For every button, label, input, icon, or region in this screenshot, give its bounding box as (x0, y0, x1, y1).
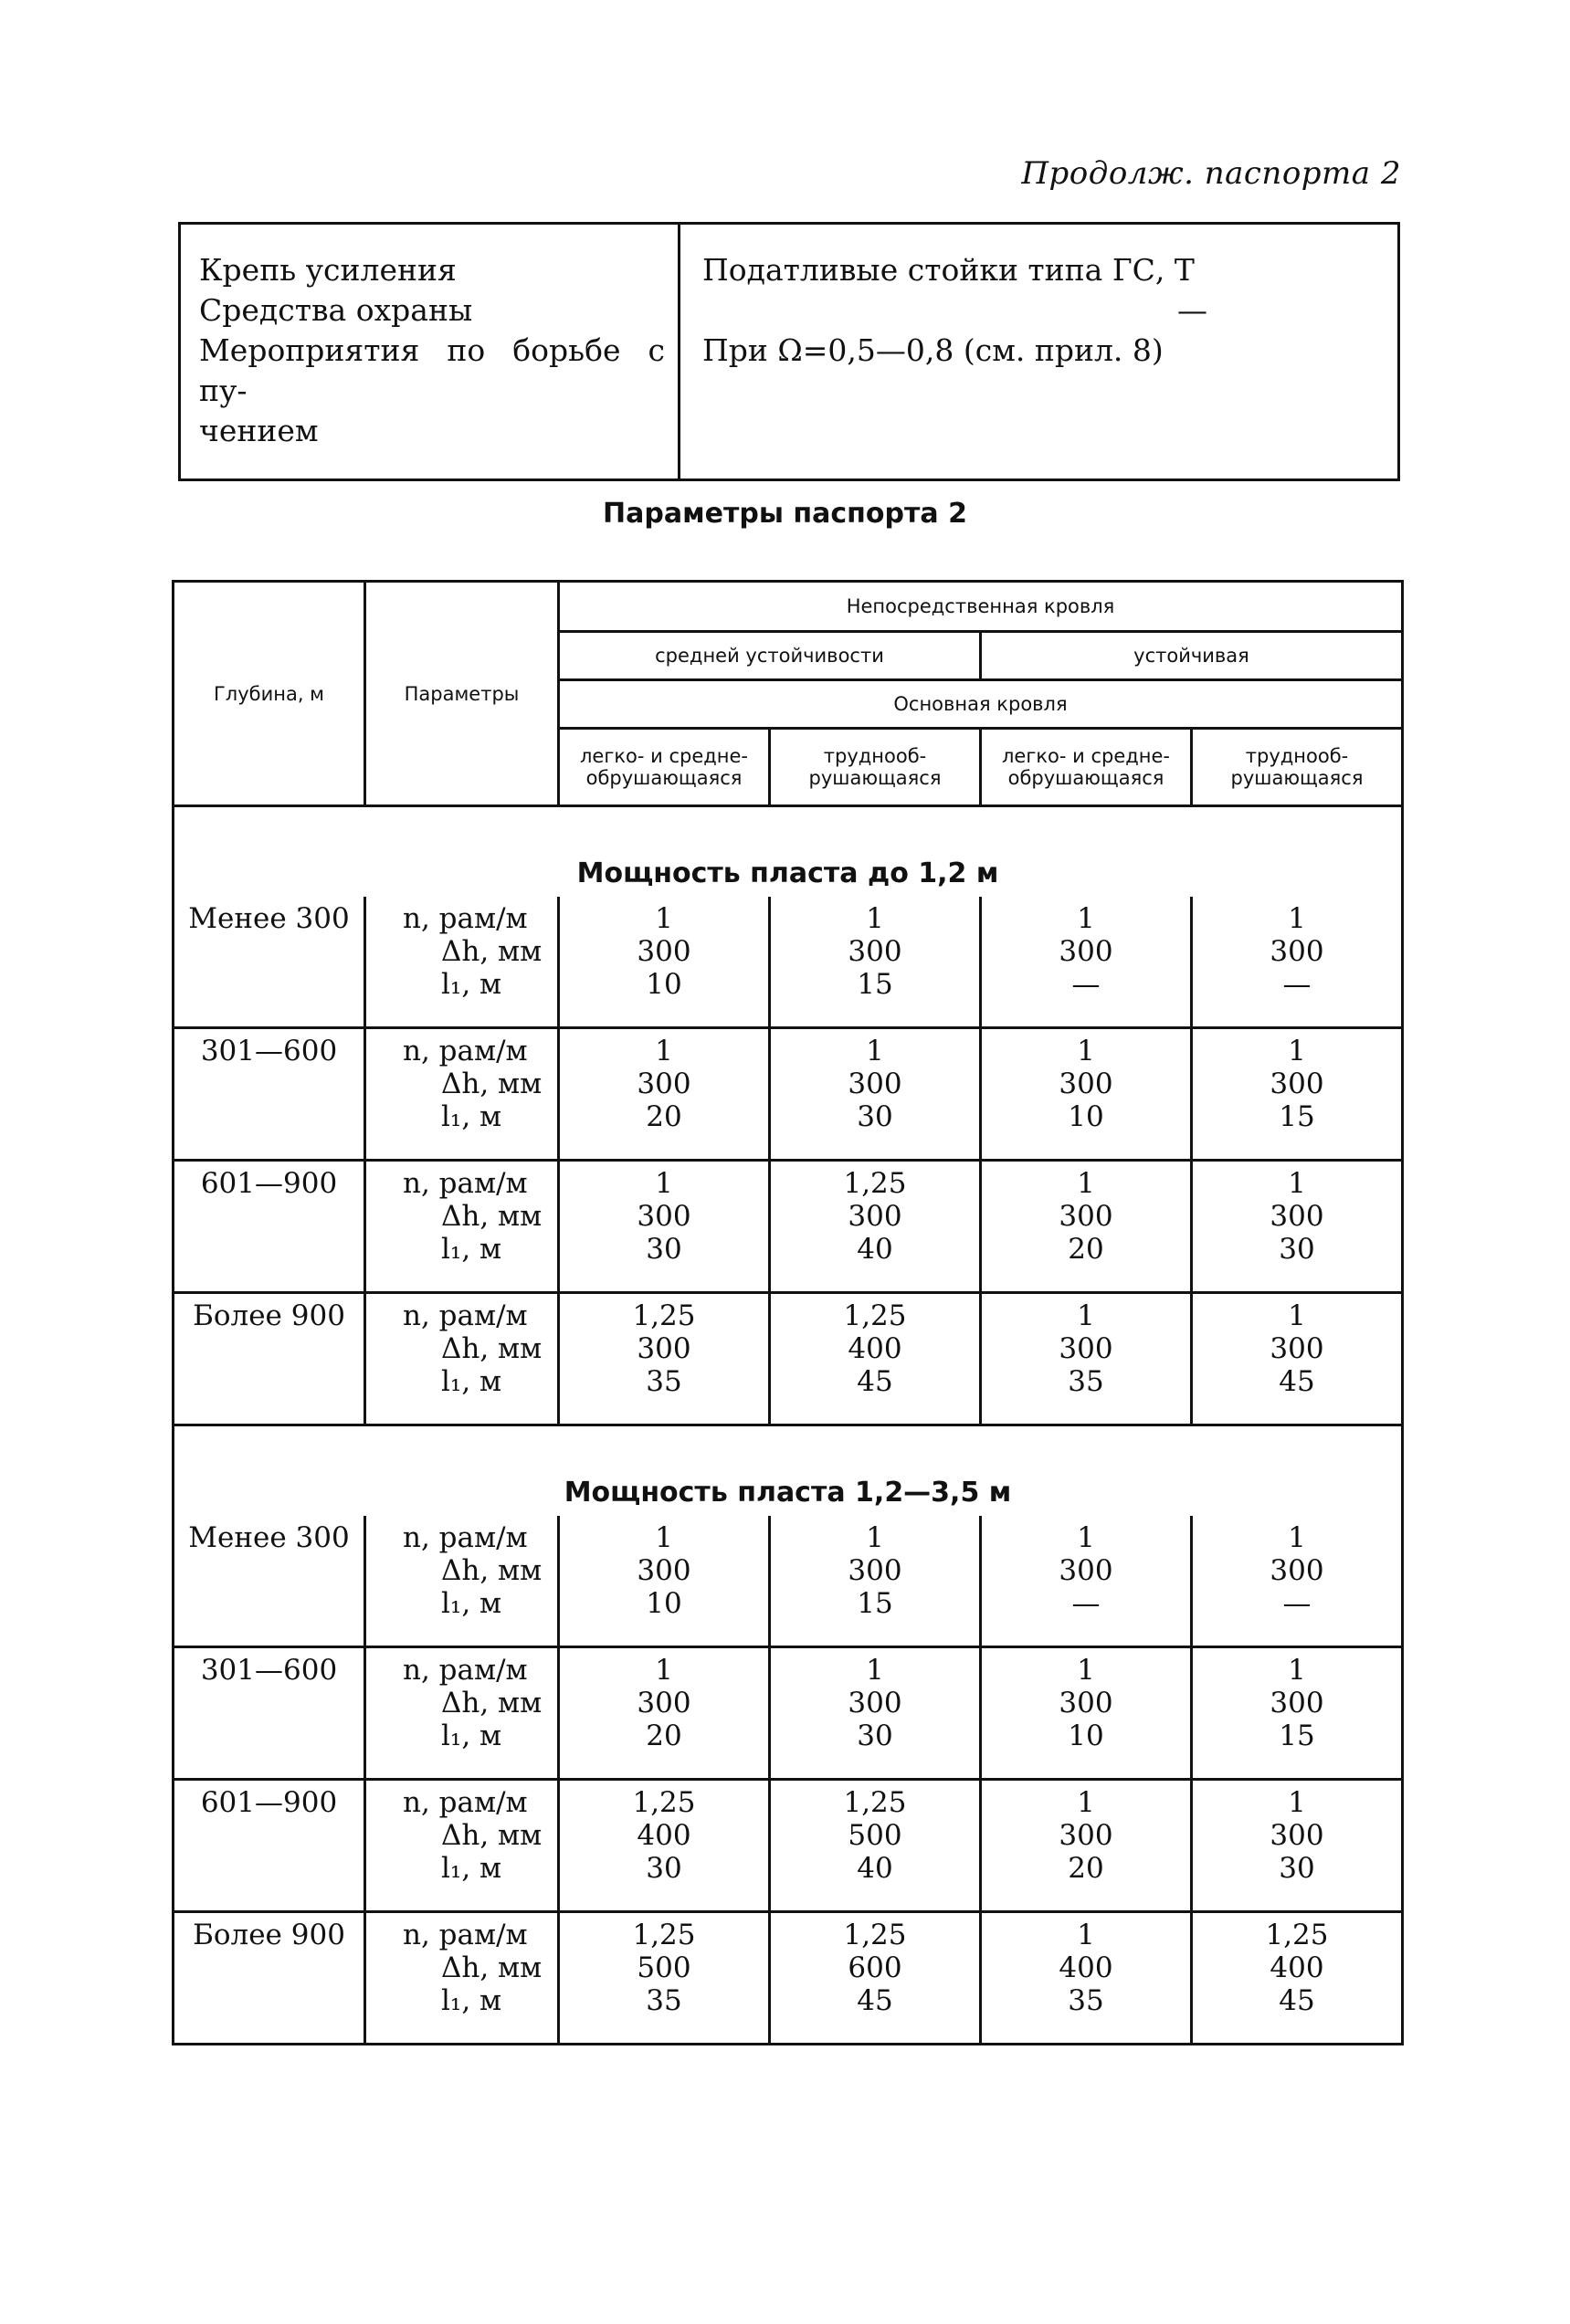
value: 15 (1279, 1100, 1315, 1133)
value: 1,25 (843, 1919, 907, 1951)
table-row (174, 1647, 1403, 1780)
value: 45 (1279, 1365, 1315, 1398)
summary-right-line: При Ω=0,5—0,8 (см. прил. 8) (702, 332, 1164, 368)
value: 15 (857, 968, 893, 1001)
value: 300 (1270, 1687, 1324, 1719)
value: 1 (1288, 902, 1306, 935)
param-label: l₁, м (441, 1233, 502, 1266)
summary-left-line: чением (199, 413, 319, 448)
value: 600 (848, 1951, 902, 1984)
value: — (1282, 1587, 1312, 1620)
value: 1 (1288, 1167, 1306, 1200)
value-cell (770, 1161, 981, 1293)
value: 300 (848, 1200, 902, 1233)
value-cell (770, 1516, 981, 1647)
value: 35 (1068, 1365, 1104, 1398)
value-cell (559, 897, 770, 1028)
value-cell (559, 1028, 770, 1161)
value: 1 (1077, 902, 1095, 935)
value: 1,25 (843, 1167, 907, 1200)
header-sub: легко- и средне-обрушающаяся (559, 729, 770, 806)
table-row (174, 1028, 1403, 1161)
value: 30 (646, 1233, 682, 1266)
param-label: Δh, мм (441, 1687, 543, 1719)
table-row (174, 1161, 1403, 1293)
value: 300 (848, 1554, 902, 1587)
section-title: Мощность пласта до 1,2 м (174, 806, 1403, 898)
value: 1,25 (632, 1786, 696, 1819)
param-label: l₁, м (441, 968, 502, 1001)
param-label: l₁, м (441, 1719, 502, 1752)
summary-left-line: Мероприятия по борьбе с пу- (199, 332, 665, 408)
value-cell (770, 1912, 981, 2045)
value: 300 (848, 935, 902, 968)
value: 30 (857, 1100, 893, 1133)
depth-cell: Менее 300 (174, 897, 365, 1028)
value: 20 (646, 1719, 682, 1752)
params-cell (365, 1647, 559, 1780)
value: 1 (1288, 1035, 1306, 1067)
value: 400 (848, 1332, 902, 1365)
value: 400 (637, 1819, 691, 1852)
value: 300 (637, 1554, 691, 1587)
value: 15 (857, 1587, 893, 1620)
value: 1,25 (843, 1299, 907, 1332)
value: 400 (1270, 1951, 1324, 1984)
param-label: n, рам/м (403, 902, 528, 935)
depth-cell: Более 900 (174, 1293, 365, 1425)
value: 1 (1077, 1521, 1095, 1554)
value: 1 (1288, 1521, 1306, 1554)
value: 1 (866, 902, 884, 935)
value: 10 (1068, 1100, 1104, 1133)
table-row (174, 1912, 1403, 2045)
value: 30 (646, 1852, 682, 1885)
params-cell (365, 1161, 559, 1293)
value: 1 (1077, 1035, 1095, 1067)
value: 1 (1288, 1299, 1306, 1332)
value-cell (559, 1161, 770, 1293)
depth-cell: Менее 300 (174, 1516, 365, 1647)
value: 20 (646, 1100, 682, 1133)
table-body (174, 806, 1403, 2045)
params-cell (365, 1028, 559, 1161)
value: 35 (646, 1984, 682, 2017)
value-cell (981, 1028, 1192, 1161)
value-cell (770, 1647, 981, 1780)
param-label: n, рам/м (403, 1167, 528, 1200)
value: 1 (1077, 1299, 1095, 1332)
value: 1 (1077, 1919, 1095, 1951)
value-cell (981, 1293, 1192, 1425)
param-label: l₁, м (441, 1984, 502, 2017)
value: 1 (655, 1521, 673, 1554)
value-cell (559, 1293, 770, 1425)
param-label: Δh, мм (441, 1200, 543, 1233)
params-cell (365, 1293, 559, 1425)
value-cell (1192, 1780, 1403, 1912)
table-row (174, 1293, 1403, 1425)
param-label: Δh, мм (441, 1332, 543, 1365)
value: 1 (655, 1654, 673, 1687)
section-title: Мощность пласта 1,2—3,5 м (174, 1425, 1403, 1517)
value: 500 (848, 1819, 902, 1852)
value-cell (981, 1161, 1192, 1293)
value: 30 (1279, 1852, 1315, 1885)
param-label: Δh, мм (441, 1819, 543, 1852)
params-cell (365, 1912, 559, 2045)
value: 300 (1059, 935, 1113, 968)
value: — (1071, 968, 1101, 1001)
value: 1 (866, 1521, 884, 1554)
value: 10 (646, 968, 682, 1001)
value: 45 (857, 1984, 893, 2017)
table-row (174, 1516, 1403, 1647)
parameters-table (172, 580, 1404, 2045)
value: 1 (1288, 1786, 1306, 1819)
value: 1 (866, 1035, 884, 1067)
value: 500 (637, 1951, 691, 1984)
params-cell (365, 1516, 559, 1647)
summary-right-line: — (1177, 292, 1207, 328)
header-depth: Глубина, м (174, 582, 365, 806)
value: 300 (1270, 1554, 1324, 1587)
param-label: n, рам/м (403, 1299, 528, 1332)
value: 300 (637, 1332, 691, 1365)
value: 40 (857, 1233, 893, 1266)
value-cell (1192, 1516, 1403, 1647)
depth-cell: 301—600 (174, 1028, 365, 1161)
depth-cell: 601—900 (174, 1161, 365, 1293)
value: 300 (637, 1067, 691, 1100)
value: 300 (848, 1067, 902, 1100)
value: 300 (1059, 1819, 1113, 1852)
summary-right-line: Податливые стойки типа ГС, Т (702, 252, 1195, 288)
param-label: l₁, м (441, 1365, 502, 1398)
header-stable: устойчивая (981, 632, 1403, 680)
value-cell (981, 897, 1192, 1028)
value: 20 (1068, 1852, 1104, 1885)
value: 1 (655, 1035, 673, 1067)
value: 400 (1059, 1951, 1113, 1984)
value: 300 (1059, 1067, 1113, 1100)
value-cell (1192, 897, 1403, 1028)
value: 45 (1279, 1984, 1315, 2017)
value-cell (1192, 1912, 1403, 2045)
param-label: Δh, мм (441, 1554, 543, 1587)
value: 1 (655, 1167, 673, 1200)
value-cell (981, 1780, 1192, 1912)
continuation-label: Продолж. паспорта 2 (1021, 155, 1401, 192)
value: 300 (637, 935, 691, 968)
value: 1 (866, 1654, 884, 1687)
header-immediate-roof: Непосредственная кровля (559, 582, 1403, 632)
value: 300 (1270, 935, 1324, 968)
value-cell (981, 1647, 1192, 1780)
value-cell (981, 1912, 1192, 2045)
value: 300 (1270, 1200, 1324, 1233)
support-summary-table (178, 222, 1400, 481)
value: 1,25 (1265, 1919, 1329, 1951)
value-cell (770, 1293, 981, 1425)
value: — (1071, 1587, 1101, 1620)
value: 30 (857, 1719, 893, 1752)
summary-left-line: Средства охраны (199, 292, 473, 328)
param-label: Δh, мм (441, 1951, 543, 1984)
table-row (174, 897, 1403, 1028)
header-sub: труднооб-рушающаяся (770, 729, 981, 806)
depth-cell: 601—900 (174, 1780, 365, 1912)
value-cell (1192, 1293, 1403, 1425)
value: 35 (646, 1365, 682, 1398)
value: 300 (1059, 1332, 1113, 1365)
value: 35 (1068, 1984, 1104, 2017)
value: 1,25 (843, 1786, 907, 1819)
value: 1 (1288, 1654, 1306, 1687)
value: 300 (637, 1687, 691, 1719)
value-cell (1192, 1161, 1403, 1293)
summary-left-cell (180, 224, 680, 480)
header-sub: труднооб-рушающаяся (1192, 729, 1403, 806)
summary-left-line: Крепь усиления (199, 252, 457, 288)
value-cell (559, 1912, 770, 2045)
param-label: Δh, мм (441, 1067, 543, 1100)
value: — (1282, 968, 1312, 1001)
value: 15 (1279, 1719, 1315, 1752)
summary-right-cell (680, 224, 1399, 480)
depth-cell: 301—600 (174, 1647, 365, 1780)
value: 300 (1270, 1067, 1324, 1100)
value-cell (559, 1647, 770, 1780)
value: 300 (1059, 1554, 1113, 1587)
header-sub: легко- и средне-обрушающаяся (981, 729, 1192, 806)
value-cell (1192, 1647, 1403, 1780)
value-cell (559, 1780, 770, 1912)
table-title: Параметры паспорта 2 (603, 498, 967, 530)
value: 10 (1068, 1719, 1104, 1752)
value: 40 (857, 1852, 893, 1885)
value: 300 (1059, 1687, 1113, 1719)
value: 300 (848, 1687, 902, 1719)
value-cell (770, 1780, 981, 1912)
param-label: Δh, мм (441, 935, 543, 968)
value: 30 (1279, 1233, 1315, 1266)
value: 10 (646, 1587, 682, 1620)
value: 300 (1059, 1200, 1113, 1233)
param-label: l₁, м (441, 1587, 502, 1620)
value-cell (1192, 1028, 1403, 1161)
value: 1 (1077, 1167, 1095, 1200)
value-cell (559, 1516, 770, 1647)
value-cell (770, 1028, 981, 1161)
header-params: Параметры (365, 582, 559, 806)
value: 1 (1077, 1654, 1095, 1687)
value: 1 (655, 902, 673, 935)
param-label: n, рам/м (403, 1654, 528, 1687)
value: 1,25 (632, 1919, 696, 1951)
value: 20 (1068, 1233, 1104, 1266)
param-label: l₁, м (441, 1100, 502, 1133)
value: 300 (637, 1200, 691, 1233)
value: 300 (1270, 1819, 1324, 1852)
param-label: n, рам/м (403, 1521, 528, 1554)
params-cell (365, 1780, 559, 1912)
value: 1 (1077, 1786, 1095, 1819)
value: 45 (857, 1365, 893, 1398)
param-label: n, рам/м (403, 1035, 528, 1067)
table-row (174, 1780, 1403, 1912)
value-cell (981, 1516, 1192, 1647)
param-label: l₁, м (441, 1852, 502, 1885)
param-label: n, рам/м (403, 1919, 528, 1951)
param-label: n, рам/м (403, 1786, 528, 1819)
value: 1,25 (632, 1299, 696, 1332)
header-main-roof: Основная кровля (559, 680, 1403, 729)
value-cell (770, 897, 981, 1028)
header-medium-stability: средней устойчивости (559, 632, 981, 680)
value: 300 (1270, 1332, 1324, 1365)
params-cell (365, 897, 559, 1028)
depth-cell: Более 900 (174, 1912, 365, 2045)
